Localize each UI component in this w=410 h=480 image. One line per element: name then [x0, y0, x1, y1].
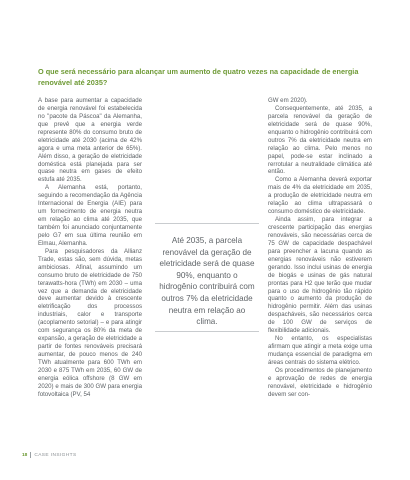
pull-quote-top-rule — [155, 223, 259, 224]
paragraph: Para pesquisadores da Allianz Trade, estas são, sem dúvida, metas ambiciosas. Afinal, assumindo um consumo bruto de eletricidade de 750 terawatts-hora (TWh) em 2030 – uma vez que a demanda de eletricidade deve aumentar devido à crescente eletrificação dos processos industriais, calor e transporte (acoplamento setorial) – e para atingir com segurança os 80% da meta de expansão, a geração de eletricidade a partir de fontes renováveis precisará aumentar, de pouco menos de 240 TWh atualmente para 600 TWh em 2030 e 875 TWh em 2035, 60 GW de energia eólica offshore (8 GW em 2020) e mais de 300 GW para energia fotovoltaica (PV, 54 — [38, 247, 142, 398]
pull-quote-bottom-rule — [155, 331, 259, 332]
text-column-left — [38, 97, 142, 399]
page-footer — [22, 452, 77, 458]
page-number: 18 — [22, 452, 28, 458]
footer-divider — [30, 452, 31, 458]
paragraph: No entanto, os especialistas afirmam que atingir a meta exige uma mudança essencial de paradigma em áreas centrais do sistema elétrico. — [268, 335, 372, 366]
article-heading: O que será necessário para alcançar um aumento de quatro vezes na capacidade de energia renovável até 2035? — [38, 67, 359, 87]
pull-quote: Até 2035, a parcela renovável da geração de eletricidade será de quase 90%, enquanto o hidrogênio contribuirá com outros 7% da eletricidade neutra em relação ao clima. — [159, 236, 255, 327]
paragraph: A base para aumentar a capacidade de energia renovável foi estabelecida no "pacote da Páscoa" da Alemanha, que prevê que a energia verde represente 80% do consumo bruto de eletricidade até 2030 (acima de 42% agora e uma meta anterior de 65%). Além disso, a geração de eletricidade doméstica está planejada para ser quase neutra em gases de efeito estufa até 2035. — [38, 97, 142, 184]
publication-name: CASE INSIGHTS — [34, 452, 77, 458]
paragraph: Os procedimentos de planejamento e aprovação de redes de energia renovável, eletricidade e hidrogênio devem ser con- — [268, 366, 372, 398]
paragraph: A Alemanha está, portanto, seguindo a recomendação da Agência Internacional de Energia (AIE) para um fornecimento de energia neutra em relação ao clima até 2035, que também foi anunciado conjuntamente pelo G7 em sua última reunião em Elmau, Alemanha. — [38, 184, 142, 247]
paragraph: Consequentemente, até 2035, a parcela renovável da geração de eletricidade será de quase 90%, enquanto o hidrogênio contribuirá com outros 7% da eletricidade neutra em relação ao clima. Pelo menos no papel, pode-se estar inclinado a rerrotular a neutralidade climática até então. — [268, 104, 373, 176]
paragraph: Como a Alemanha deverá exportar mais de 4% da eletricidade em 2035, a produção de eletricidade neutra em relação ao clima ultrapassará o consumo doméstico de eletricidade. — [268, 176, 372, 216]
paragraph: Ainda assim, para integrar a crescente participação das energias renováveis, são necessárias cerca de 75 GW de capacidade despachável para preencher a lacuna quando as energias renováveis não estiverem gerando. Isso inclui usinas de energia de biogás e usinas de gás natural prontas para H2 que terão que mudar para o uso de hidrogênio tão rápido quanto o aumento da produção de hidrogênio permitir. Além das usinas despacháveis, são necessários cerca de 100 GW de serviços de flexibilidade adicionais. — [268, 216, 372, 335]
text-column-right — [268, 97, 372, 399]
paragraph: GW em 2020). — [268, 97, 308, 104]
